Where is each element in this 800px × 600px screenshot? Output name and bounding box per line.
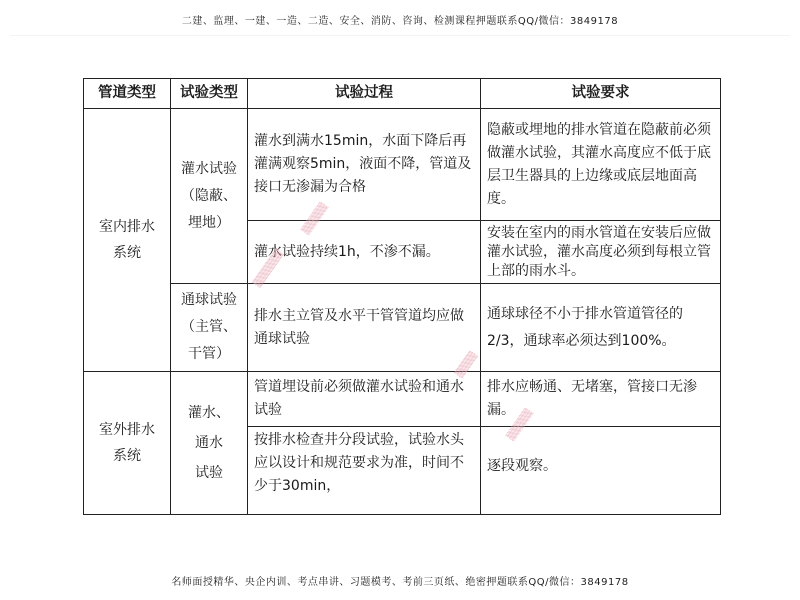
indoor-ball-test-type: 通球试验 （主管、 干管） — [181, 292, 237, 362]
outdoor-process-2: 按排水检查井分段试验，试验水头应以设计和规范要求为准，时间不少于30min， — [248, 427, 481, 515]
drainage-test-table — [83, 78, 721, 515]
indoor-fill-process-1: 灌水到满水15min，水面下降后再灌满观察5min，液面不降，管道及接口无渗漏为合格 — [248, 109, 481, 221]
indoor-fill-test-type: 灌水试验 （隐蔽、 埋地） — [181, 160, 237, 231]
indoor-pipe-type-cell — [84, 109, 171, 372]
indoor-ball-requirement: 通球球径不小于排水管道管径的2/3，通球率必须达到100%。 — [481, 284, 721, 372]
watermark-mark: ▒▒▒▒▒▒ — [252, 249, 285, 289]
col-header-test-type: 试验类型 — [171, 79, 248, 109]
footer-banner: 名师面授精华、央企内训、考点串讲、习题模考、考前三页纸、绝密押题联系QQ/微信：3849178 — [171, 577, 629, 588]
scan-artifact-line — [10, 35, 790, 36]
indoor-ball-process: 排水主立管及水平干管管道均应做通球试验 — [248, 284, 481, 372]
indoor-fill-process-2: 灌水试验持续1h，不渗不漏。 — [248, 221, 481, 284]
outdoor-requirement-2: 逐段观察。 — [481, 427, 721, 515]
table-row — [84, 372, 721, 427]
outdoor-pipe-type: 室外排水 系统 — [99, 422, 155, 464]
col-header-test-requirement: 试验要求 — [481, 79, 721, 109]
indoor-fill-requirement-1: 隐蔽或埋地的排水管道在隐蔽前必须做灌水试验，其灌水高度应不低于底层卫生器具的上边缘或底层地面高度。 — [481, 109, 721, 221]
col-header-pipe-type: 管道类型 — [84, 79, 171, 109]
watermark-mark: ▒▒▒▒ — [454, 350, 479, 380]
col-header-test-process: 试验过程 — [248, 79, 481, 109]
outdoor-test-type: 灌水、 通水 试验 — [188, 405, 230, 481]
outdoor-requirement-1: 排水应畅通、无堵塞，管接口无渗漏。 — [481, 372, 721, 427]
outdoor-process-1: 管道埋设前必须做灌水试验和通水试验 — [248, 372, 481, 427]
indoor-pipe-type: 室内排水 系统 — [99, 219, 155, 261]
watermark-mark: ▒▒▒▒▒ — [301, 201, 330, 237]
table-row — [84, 109, 721, 221]
header-banner: 二建、监理、一建、一造、二造、安全、消防、咨询、检测课程押题联系QQ/微信：3849178 — [181, 16, 619, 27]
indoor-ball-test-type-cell — [171, 284, 248, 372]
table-row — [84, 284, 721, 372]
table-header-row — [84, 79, 721, 109]
outdoor-test-type-cell — [171, 372, 248, 515]
indoor-fill-requirement-2: 安装在室内的雨水管道在安装后应做灌水试验，灌水高度必须到每根立管上部的雨水斗。 — [481, 221, 721, 284]
indoor-fill-test-type-cell — [171, 109, 248, 284]
outdoor-pipe-type-cell — [84, 372, 171, 515]
watermark-mark: ▒▒▒▒▒ — [506, 407, 535, 443]
